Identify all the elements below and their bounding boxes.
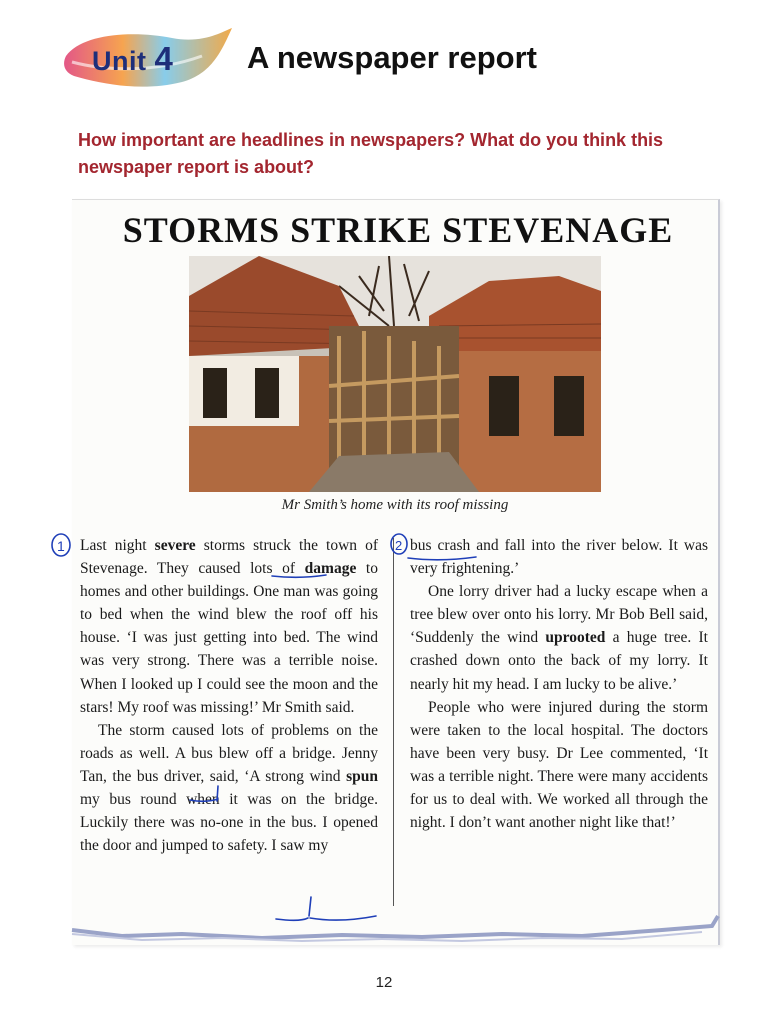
article-column-right xyxy=(410,534,708,834)
vocabulary-word: damage xyxy=(304,560,357,578)
article-paragraph: bus crash and fall into the river below. It was very frightening.’ xyxy=(410,537,708,578)
article-paragraph: One lorry driver had a lucky escape when a tree blew over onto his lorry. Mr Bob Bell said, ‘Suddenly the wind uprooted a huge tree. It crashed down onto the back of my lorry. It nearly hit my head. I am lucky to be alive.’ xyxy=(410,583,708,693)
photo-caption: Mr Smith’s home with its roof missing xyxy=(281,497,509,513)
vocabulary-word: uprooted xyxy=(545,629,606,647)
vocabulary-word: spun xyxy=(346,767,378,785)
article-paragraph: People who were injured during the storm were taken to the local hospital. The doctors have been very busy. Dr Lee commented, ‘It was a terrible night. There were many accidents for us to deal with. We worked all through the night. I don’t want another night like that!’ xyxy=(410,698,708,832)
article-paragraph: The storm caused lots of problems on the roads as well. A bus blew off a bridge. Jenny Tan, the bus driver, said, ‘A strong wind spun my bus round when it was on the bridge. Luckily there was no-one in the bus. I opened the door and jumped to safety. I saw my xyxy=(80,721,378,855)
marker-label-1: 1 xyxy=(57,538,65,554)
article-column-left xyxy=(80,534,378,857)
vocabulary-word: severe xyxy=(154,537,196,554)
marker-label-2: 2 xyxy=(395,538,403,553)
lead-question: How important are headlines in newspapers? What do you think this newspaper report is about? xyxy=(78,130,664,177)
torn-paper-edge xyxy=(62,890,730,950)
article-headline: STORMS STRIKE STEVENAGE xyxy=(122,210,674,250)
page-number: 12 xyxy=(375,974,393,991)
unit-label xyxy=(92,40,173,78)
unit-number: 4 xyxy=(154,40,174,77)
column-divider xyxy=(393,538,394,906)
article-paragraph: Last night severe storms struck the town of Stevenage. They caused lots of damage to homes and other buildings. One man was going to bed when the wind blew the roof off his house. ‘I was just getting into bed. The wind was very strong. There was a terrible noise. When I looked up I could see the moon and the stars! My roof was missing!’ Mr Smith said. xyxy=(80,537,378,716)
unit-word: Unit xyxy=(92,46,147,76)
marker-circle-1 xyxy=(52,534,70,556)
damaged-house-photo xyxy=(189,256,601,492)
unit-title: A newspaper report xyxy=(247,40,537,75)
